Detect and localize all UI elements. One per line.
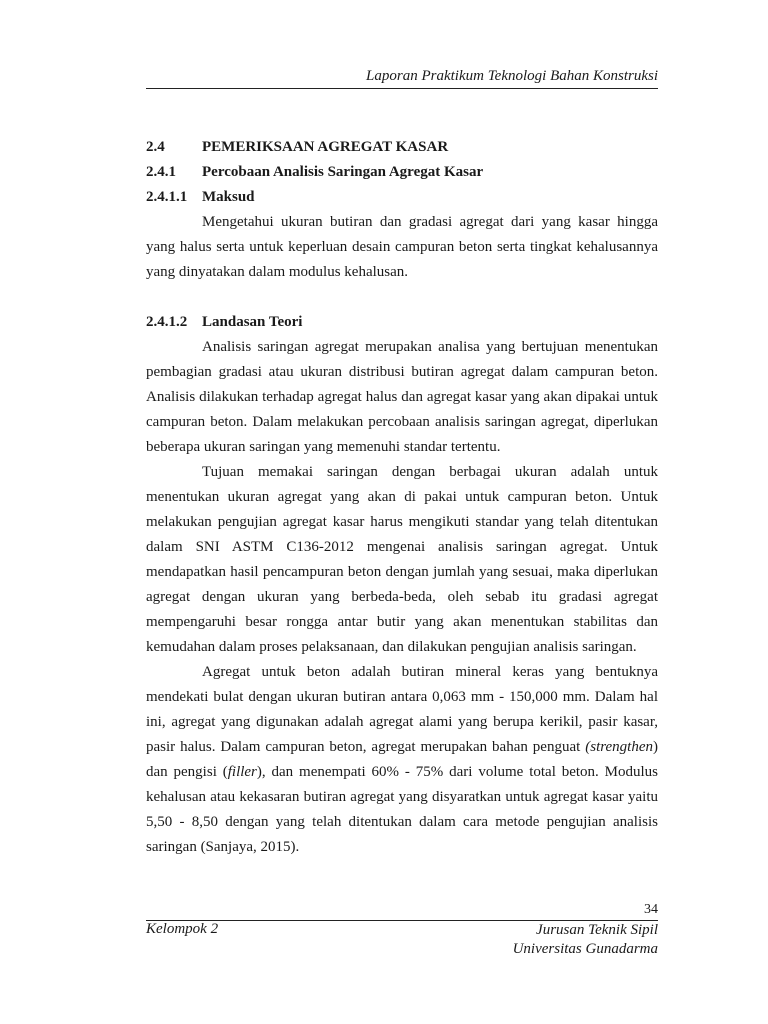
paragraph-teori-1: Analisis saringan agregat merupakan analisa yang bertujuan menentukan pembagian gradasi atau ukuran distribusi butiran agregat dalam campuran beton. Analisis dilakukan terhadap agregat halus dan agregat kasar yang akan dipakai untuk campuran beton. Dalam melakukan percobaan analisis saringan agregat, diperlukan beberapa ukuran saringan yang memenuhi standar tertentu. xyxy=(146,339,658,455)
subsubsection-number: 2.4.1.2 xyxy=(146,314,188,330)
subsubsection-heading-landasan-teori xyxy=(146,310,658,335)
italic-term-filler: filler xyxy=(227,764,257,780)
header-divider xyxy=(146,88,658,89)
footer-university: Universitas Gunadarma xyxy=(512,941,658,957)
paragraph-maksud: Mengetahui ukuran butiran dan gradasi agregat dari yang kasar hingga yang halus serta untuk keperluan desain campuran beton serta tingkat kehalusannya yang dinyatakan dalam modulus kehalusan. xyxy=(146,214,658,280)
paragraph-teori-2: Tujuan memakai saringan dengan berbagai ukuran adalah untuk menentukan ukuran agregat yang akan di pakai untuk campuran beton. Untuk melakukan pengujian agregat kasar harus mengikuti standar yang telah ditentukan dalam SNI ASTM C136-2012 mengenai analisis saringan agregat. Untuk mendapatkan hasil pencampuran beton dengan jumlah yang sesuai, maka diperlukan agregat dengan ukuran yang berbeda-beda, oleh sebab itu gradasi agregat mempengaruhi besar rongga antar butir yang akan menentukan stabilitas dan kemudahan dalam proses pelaksanaan, dan dilakukan pengujian analisis saringan. xyxy=(146,464,658,655)
subsubsection-number: 2.4.1.1 xyxy=(146,189,188,205)
subsection-number: 2.4.1 xyxy=(146,164,176,180)
italic-term-strengthen: (strengthen xyxy=(585,739,653,755)
section-number: 2.4 xyxy=(146,139,165,155)
page-number: 34 xyxy=(644,902,658,917)
section-title: PEMERIKSAAN AGREGAT KASAR xyxy=(202,139,449,155)
paragraph-teori-3 xyxy=(146,660,658,860)
footer-group: Kelompok 2 xyxy=(146,921,219,937)
subsection-title: Percobaan Analisis Saringan Agregat Kasar xyxy=(202,164,484,180)
footer-department: Jurusan Teknik Sipil xyxy=(536,922,658,938)
running-header: Laporan Praktikum Teknologi Bahan Konstruksi xyxy=(366,68,658,84)
spacer xyxy=(146,285,658,310)
paragraph-text: ) dan pengisi ( xyxy=(146,739,658,780)
page-body xyxy=(146,135,658,860)
subsubsection-heading-maksud xyxy=(146,185,658,210)
footer-institution xyxy=(400,921,658,959)
paragraph-text: ), dan menempati 60% - 75% dari volume total beton. Modulus kehalusan atau kekasaran butiran agregat yang disyaratkan untuk agregat kasar yaitu 5,50 - 8,50 dengan yang telah ditentukan dalam cara metode pengujian analisis saringan (Sanjaya, 2015). xyxy=(146,764,659,855)
subsubsection-title: Maksud xyxy=(202,189,255,205)
subsection-heading xyxy=(146,160,658,185)
subsubsection-title: Landasan Teori xyxy=(202,314,303,330)
section-heading xyxy=(146,135,658,160)
paragraph-text: Agregat untuk beton adalah butiran mineral keras yang bentuknya mendekati bulat dengan ukuran butiran antara 0,063 mm - 150,000 mm. Dalam hal ini, agregat yang digunakan adalah agregat alami yang berupa kerikil, pasir kasar, pasir halus. Dalam campuran beton, agregat merupakan bahan penguat xyxy=(146,664,658,755)
